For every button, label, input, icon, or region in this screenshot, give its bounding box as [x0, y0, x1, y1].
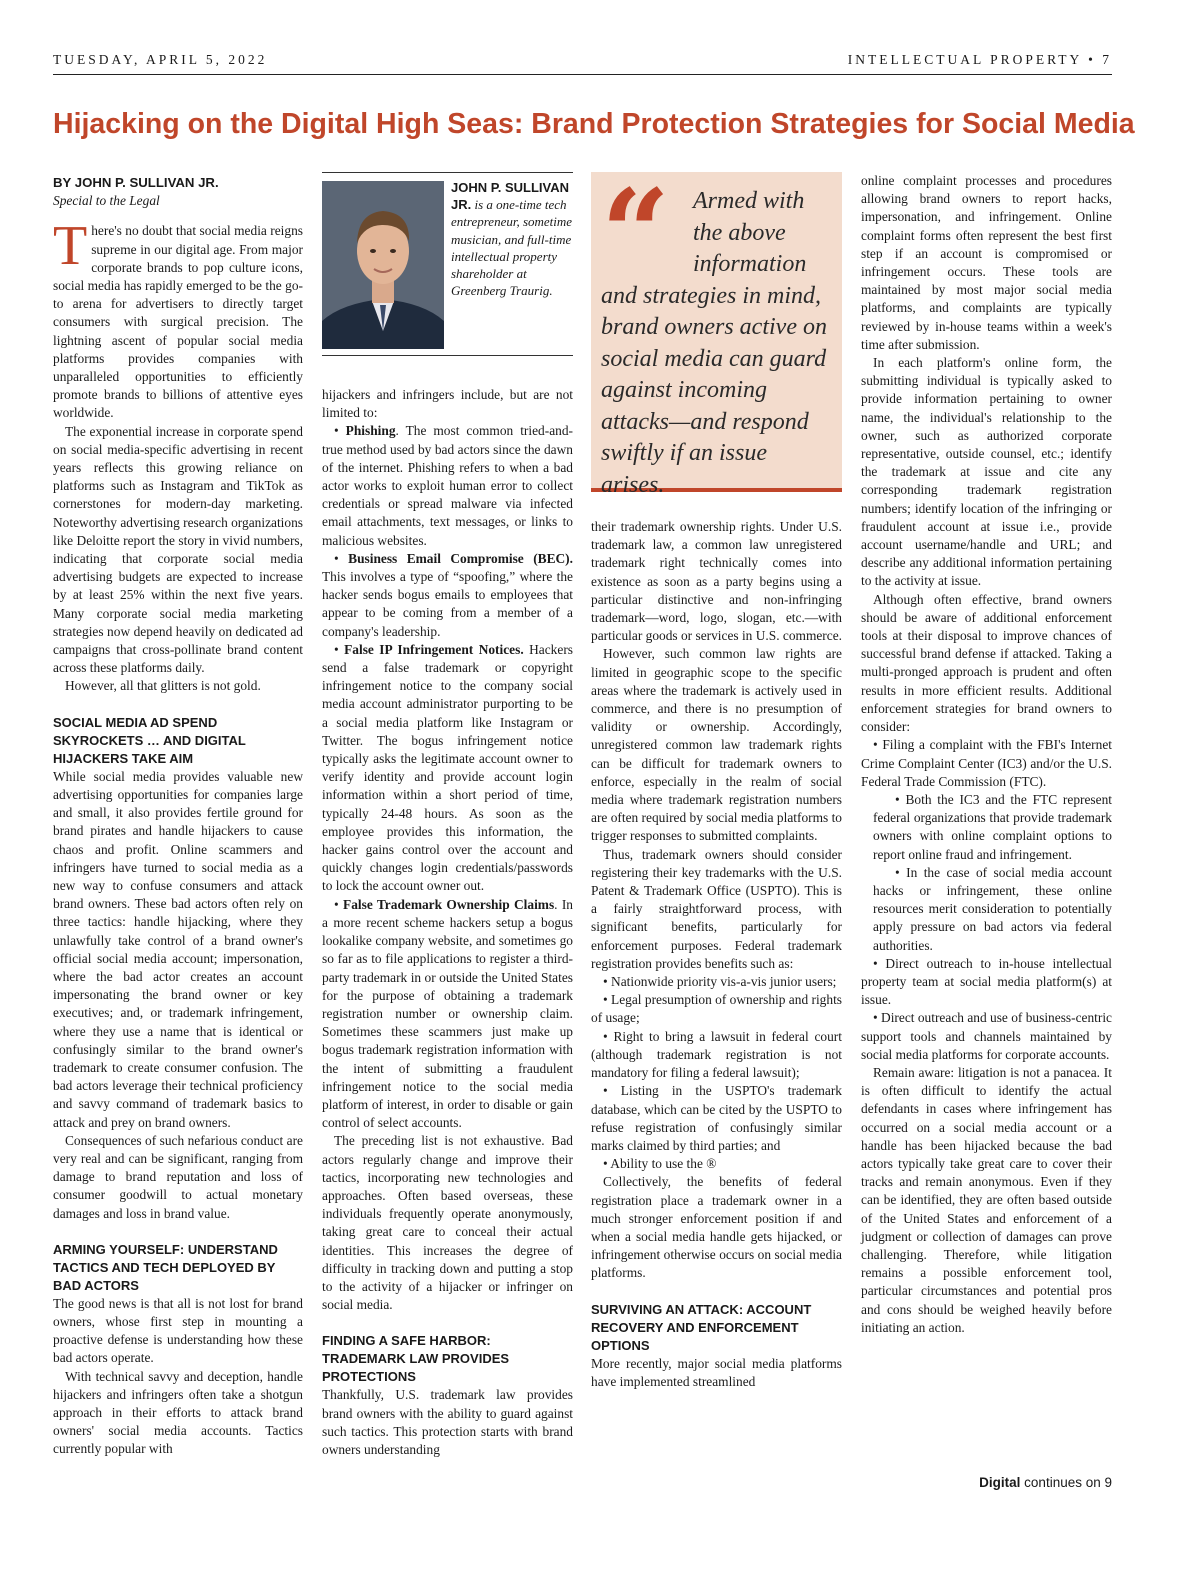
- issue-date: TUESDAY, APRIL 5, 2022: [53, 52, 268, 67]
- paragraph: While social media provides valuable new advertising opportunities for companies large and small, it also provides fertile ground for brand pirates and handle hijackers to cause chaos and profit. Online scammers and infringers have turned to social media as a new way to confuse consumers and attack brand owners. These bad actors often rely on three tactics: handle hijacking, where they unlawfully take control of a brand owner's official social media account; impersonation, where the bad actor creates an account impersonating the brand owner or key executives; and, or trademark infringement, where they use a name that is identical or confusingly similar to the brand owner's trademark to create consumer confusion. The bad actors leverage their technical proficiency and savvy command of trademark basics to attack and prey on brand owners.: [53, 768, 303, 1130]
- paragraph: More recently, major social media platforms have implemented streamlined: [591, 1355, 842, 1389]
- paragraph: However, all that glitters is not gold.: [65, 678, 261, 694]
- subheading: FINDING A SAFE HARBOR: TRADEMARK LAW PROVIDES PROTECTIONS: [322, 1333, 510, 1385]
- masthead: [53, 52, 1112, 75]
- bullet-item: • Listing in the USPTO's trademark database, which can be cited by the USPTO to refuse registration of confusingly similar marks claimed by third parties; and: [591, 1083, 842, 1153]
- paragraph: Thankfully, U.S. trademark law provides brand owners with the ability to guard against such tactics. This protection starts with brand owners understanding: [322, 1387, 573, 1457]
- bullet-item: • Direct outreach and use of business-centric support tools and channels maintained by social media platforms for corporate accounts.: [861, 1010, 1112, 1062]
- bullet-item: • Ability to use the ®: [603, 1156, 717, 1172]
- section-page: INTELLECTUAL PROPERTY • 7: [847, 52, 1112, 67]
- bullet-item: • Legal presumption of ownership and rights of usage;: [591, 992, 842, 1026]
- column-4: [861, 172, 1112, 1337]
- subheading: SOCIAL MEDIA AD SPEND SKYROCKETS … AND DIGITAL HIJACKERS TAKE AIM: [53, 714, 246, 766]
- column-1: [53, 172, 303, 1459]
- paragraph: The good news is that all is not lost for brand owners, whose first step in mounting a proactive defense is understanding how these bad actors operate.: [53, 1295, 303, 1366]
- bullet-item: • False Trademark Ownership Claims. In a more recent scheme hackers setup a bogus lookalike company website, and sometimes go so far as to file applications to register a third-party trademark in or outside the United States for the purpose of obtaining a trademark registration number or ownership claim. Sometimes these scammers just make up bogus trademark registration information with the intent of submitting a fraudulent infringement notice to the social media platform of interest, in order to disable or gain control of select accounts.: [322, 896, 573, 1131]
- paragraph: However, such common law rights are limited in geographic scope to the specific areas where the trademark is actively used in commerce, and there is no presumption of validity or ownership. Accordingly, unregistered common law trademark rights can be difficult for trademark owners to enforce, especially in the realm of social media where trademark registration numbers are often required by social media platforms to trigger responses to submitted complaints.: [591, 646, 842, 844]
- paragraph: Although often effective, brand owners should be aware of additional enforcement tools at their disposal to improve chances of successful brand defense if attacked. Taking a multi-pronged approach is prudent and often results in more efficient results. Additional enforcement strategies for brand owners to consider:: [861, 591, 1112, 735]
- subheading: ARMING YOURSELF: UNDERSTAND TACTICS AND TECH DEPLOYED BY BAD ACTORS: [53, 1241, 278, 1293]
- lead-paragraph: There's no doubt that social media reigns supreme in our digital age. From major corporate brands to pop culture icons, social media has rapidly emerged to be the go-to arena for advertisers to directly target consumers with surgical precision. The lightning ascent of popular social media platforms provides companies with unparalleled opportunities to efficiently promote brands to billions of attentive eyes worldwide.: [53, 215, 303, 421]
- bullet-item: • False IP Infringement Notices. Hackers send a false trademark or copyright infringement notice to the company social media account administrator purporting to be a social media platform like Instagram or Twitter. The bogus infringement notice typically asks the legitimate account owner to verify identity and provide account login information within a short period of time, typically 24-48 hours. As soon as the employee provides this information, the hacker gains control over the account and quickly changes login credentials/passwords to lock the account owner out.: [322, 641, 573, 894]
- subheading: SURVIVING AN ATTACK: ACCOUNT RECOVERY AND ENFORCEMENT OPTIONS: [591, 1301, 812, 1353]
- author-bio: [451, 179, 573, 299]
- paragraph: In each platform's online form, the submitting individual is typically asked to provide information pertaining to owner name, the individual's relationship to the owner, such as authorized corporate representative, outside counsel, etc.; identify the trademark at issue and cite any corresponding trademark registration numbers; identify location of the infringing or fraudulent account at issue i.e., provide account username/handle and URL; and describe any additional information pertaining to the activity at issue.: [861, 355, 1112, 589]
- quote-mark-icon: “: [601, 163, 671, 304]
- byline: BY JOHN P. SULLIVAN JR.: [53, 175, 219, 190]
- author-photo: [322, 181, 444, 349]
- author-bio-box: [322, 172, 573, 356]
- bullet-item: • Both the IC3 and the FTC represent federal organizations that provide trademark owners with online complaint options to report online fraud and infringement.: [873, 791, 1112, 862]
- paragraph: hijackers and infringers include, but are not limited to:: [322, 387, 573, 421]
- bullet-item: • Business Email Compromise (BEC). This involves a type of “spoofing,” where the hacker sends bogus emails to employees that appear to be coming from a member of a company's leadership.: [322, 550, 573, 639]
- paragraph: Collectively, the benefits of federal registration place a trademark owner in a much stronger enforcement position if and when a social media handle gets hijacked, or infringement otherwise occurs on social media platforms.: [591, 1174, 842, 1281]
- paragraph: The exponential increase in corporate spend on social media-specific advertising in recent years reflects this growing reliance on platforms such as Instagram and TikTok as cornerstones for modern-day marketing. Noteworthy advertising research organizations like Deloitte report the story in vivid numbers, indicating that corporate social media advertising budgets are expected to increase by at least 25% within the next five years. Many corporate social media marketing strategies now depend heavily on dedicated ad campaigns that cross-pollinate brand content across these platforms daily.: [53, 423, 304, 676]
- bullet-item: • Filing a complaint with the FBI's Internet Crime Complaint Center (IC3) and/or the U.S. Federal Trade Commission (FTC).: [861, 737, 1112, 789]
- pull-quote: [591, 163, 842, 498]
- bio-name: JOHN P. SULLIVAN JR.: [451, 180, 569, 213]
- paragraph: With technical savvy and deception, handle hijackers and infringers often take a shotgun approach in their efforts to attack brand owners' social media accounts. Tactics currently popular with: [53, 1368, 303, 1457]
- paragraph: Remain aware: litigation is not a panacea. It is often difficult to identify the actual defendants in cases where infringement has occurred on a social media account or a handle has been hijacked because the bad actors typically take great care to cover their tracks and remain anonymous. Even if they can be identified, they are often based outside of the United States and enforcement of a judgment or collection of damages can prove challenging. Therefore, while litigation remains a possible enforcement tool, particular circumstances and potential pros and cons should be weighed heavily before initiating an action.: [861, 1064, 1112, 1335]
- column-2: [322, 172, 573, 1459]
- bio-text: is a one-time tech entrepreneur, sometime musician, and full-time intellectual property shareholder at Greenberg Traurig.: [451, 197, 573, 299]
- continuation-note: [979, 1475, 1112, 1490]
- drop-cap: T: [53, 215, 88, 278]
- byline-affiliation: Special to the Legal: [53, 193, 160, 209]
- article-headline: Hijacking on the Digital High Seas: Brand Protection Strategies for Social Media: [53, 108, 1135, 140]
- paragraph: online complaint processes and procedures allowing brand owners to report hacks, impersonation, and infringement. Online complaint forms often represent the best first step if an account is compromised or infringement occurs. These tools are maintained by most major social media platforms, and complaints are typically reviewed by in-house teams within a week's time after submission.: [861, 173, 1112, 352]
- bullet-item: • Right to bring a lawsuit in federal court (although trademark registration is not mandatory for filing a federal lawsuit);: [591, 1028, 842, 1081]
- pull-quote-text: Armed with the above information and strategies in mind, brand owners active on social media can guard against incoming attacks—and respond swiftly if an issue arises.: [601, 188, 827, 498]
- bullet-item: • Direct outreach to in-house intellectual property team at social media platform(s) at issue.: [861, 955, 1112, 1008]
- bullet-item: • In the case of social media account hacks or infringement, these online resources merit consideration to potentially apply pressure on bad actors via federal authorities.: [873, 864, 1112, 953]
- paragraph: Thus, trademark owners should consider registering their key trademarks with the U.S. Patent & Trademark Office (USPTO). This is a fairly straightforward process, with significant benefits, particularly for enforcement purposes. Federal trademark registration provides benefits such as:: [591, 846, 842, 971]
- paragraph: their trademark ownership rights. Under U.S. trademark law, a common law unregistered trademark right technically comes into existence as soon as a party begins using a particular distinctive and non-infringing trademark—word, logo, slogan, etc.—with particular goods or services in U.S. commerce.: [591, 519, 842, 644]
- bullet-item: • Phishing. The most common tried-and-true method used by bad actors since the dawn of the internet. Phishing refers to when a bad actor works to exploit human error to collect credentials or spread malware via infected email attachments, text messages, or links to malicious websites.: [322, 423, 573, 548]
- bullet-item: • Nationwide priority vis-a-vis junior users;: [603, 974, 837, 990]
- continuation-text: continues on 9: [1020, 1475, 1112, 1490]
- paragraph: The preceding list is not exhaustive. Bad actors regularly change and improve their tactics, incorporating new technologies and approaches. Often based overseas, these individuals frequently operate anonymously, taking great care to conceal their actual identities. This increases the degree of difficulty in tracking down and putting a stop to the activity of a hijacker or infringer on social media.: [322, 1133, 573, 1313]
- paragraph: Consequences of such nefarious conduct are very real and can be significant, ranging from damage to brand reputation and loss of consumer goodwill to actual monetary damages and loss in brand value.: [53, 1132, 303, 1221]
- column-3: [591, 163, 842, 1391]
- continuation-word: Digital: [979, 1475, 1021, 1490]
